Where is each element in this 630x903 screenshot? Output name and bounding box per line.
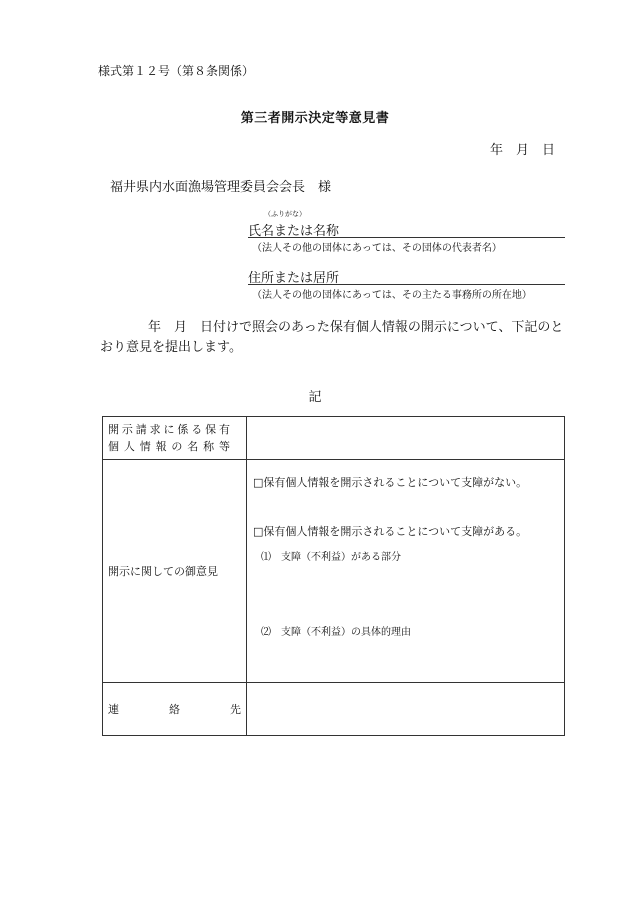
date-line: 年 月 日 [489,143,555,158]
document-title: 第三者開示決定等意見書 [240,111,390,126]
objection-part-label: ⑴ 支障（不利益）がある部分 [261,552,401,563]
address-note: （法人その他の団体にあっては、その主たる事務所の所在地） [252,290,532,301]
form-number: 様式第１２号（第８条関係） [98,64,255,78]
contact-label: 連 絡 先 [108,703,241,716]
opinion-table [102,416,565,736]
opinion-content-cell [247,460,565,683]
addressee: 福井県内水面漁場管理委員会会長 様 [110,180,332,195]
info-name-value-cell[interactable] [247,417,565,460]
ki-heading: 記 [308,390,322,405]
name-note: （法人その他の団体にあっては、その団体の代表者名） [252,243,502,254]
info-name-label-line1: 開示請求に係る保有 [108,423,230,436]
address-underline [248,284,565,285]
table-row [103,460,565,683]
contact-label-cell [103,683,247,736]
table-row [103,683,565,736]
address-label: 住所または居所 [248,271,340,286]
no-objection-checkbox-option[interactable]: □保有個人情報を開示されることについて支障がない。 [253,476,528,489]
objection-reason-label: ⑵ 支障（不利益）の具体的理由 [261,627,411,638]
body-paragraph: 年 月 日付けで照会のあった保有個人情報の開示について、下記のとおり意見を提出します。 [100,320,564,355]
name-label: 氏名または名称 [248,224,340,239]
contact-value-cell[interactable] [247,683,565,736]
table-row [103,417,565,460]
info-name-label-cell [103,417,247,460]
opinion-label-cell: 開示に関しての御意見 [103,460,247,683]
name-underline [248,237,565,238]
furigana-label: （ふりがな） [264,210,306,218]
objection-checkbox-option[interactable]: □保有個人情報を開示されることについて支障がある。 [253,525,528,538]
info-name-label-line2: 個人情報の名称等 [108,440,230,453]
